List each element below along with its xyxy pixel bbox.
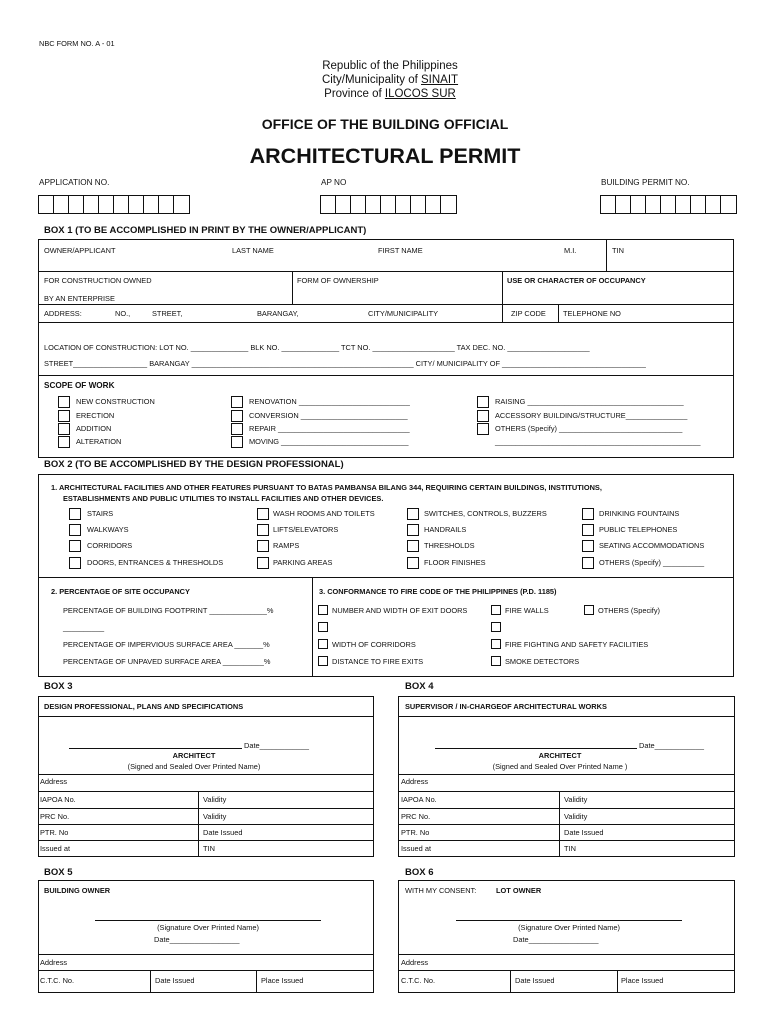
repair-checkbox[interactable] <box>231 423 243 435</box>
box4-date-issued[interactable]: Date Issued <box>564 828 604 837</box>
box6-date-issued[interactable]: Date Issued <box>515 976 555 985</box>
box6-heading: BOX 6 <box>405 867 434 878</box>
corridors-fire-checkbox[interactable] <box>318 639 328 649</box>
doors-checkbox[interactable] <box>69 557 81 569</box>
item2-heading: 2. PERCENTAGE OF SITE OCCUPANCY <box>51 587 190 596</box>
owner-applicant-label: OWNER/APPLICANT <box>44 246 116 255</box>
box5-heading: BOX 5 <box>44 867 73 878</box>
lifts-label: LIFTS/ELEVATORS <box>273 525 339 534</box>
stairs-checkbox[interactable] <box>69 508 81 520</box>
walkways-checkbox[interactable] <box>69 524 81 536</box>
location-line[interactable]: LOCATION OF CONSTRUCTION: LOT NO. ______________ BLK NO. ______________ TCT NO. ____________________ TAX DEC. NO. ____________________ <box>44 343 590 352</box>
others-scope-label: OTHERS (Specify) ______________________________ <box>495 424 683 433</box>
box4-address[interactable]: Address <box>401 777 429 786</box>
seating-checkbox[interactable] <box>582 540 594 552</box>
addition-label: ADDITION <box>76 424 112 433</box>
others-scope-blank[interactable]: __________________________________________________ <box>495 437 701 446</box>
handrails-checkbox[interactable] <box>407 524 419 536</box>
box4-ptr[interactable]: PTR. No <box>401 828 430 837</box>
telephones-checkbox[interactable] <box>582 524 594 536</box>
blank-fire-checkbox-2[interactable] <box>491 622 501 632</box>
accessory-label: ACCESSORY BUILDING/STRUCTURE_______________ <box>495 411 688 420</box>
stairs-label: STAIRS <box>87 509 114 518</box>
box3-prc[interactable]: PRC No. <box>40 812 70 821</box>
box4-tin[interactable]: TIN <box>564 844 576 853</box>
item1-line2: ESTABLISHMENTS AND PUBLIC UTILITIES TO INSTALL FACILITIES AND OTHER DEVICES. <box>63 494 384 503</box>
box6-address[interactable]: Address <box>401 958 429 967</box>
box4-signed: (Signed and Sealed Over Printed Name ) <box>492 762 628 771</box>
addition-checkbox[interactable] <box>58 423 70 435</box>
lifts-checkbox[interactable] <box>257 524 269 536</box>
floor-finishes-checkbox[interactable] <box>407 557 419 569</box>
last-name-label: LAST NAME <box>232 246 274 255</box>
renovation-checkbox[interactable] <box>231 396 243 408</box>
footprint-blank[interactable]: __________ <box>63 623 105 632</box>
province-value[interactable]: ILOCOS SUR <box>384 88 456 100</box>
first-name-label: FIRST NAME <box>378 246 423 255</box>
box4-prc[interactable]: PRC No. <box>401 812 431 821</box>
box5-ctc[interactable]: C.T.C. No. <box>40 976 75 985</box>
corridors-checkbox[interactable] <box>69 540 81 552</box>
street-line[interactable]: STREET__________________ BARANGAY ______________________________________________________ CITY/ MUNICIPALITY OF ___________________________________ <box>44 359 646 368</box>
box3-tin[interactable]: TIN <box>203 844 215 853</box>
accessory-checkbox[interactable] <box>477 410 489 422</box>
exit-doors-checkbox[interactable] <box>318 605 328 615</box>
moving-label: MOVING _______________________________ <box>249 437 409 446</box>
city-prefix: City/Municipality of <box>321 74 421 86</box>
city-municipality-label: CITY/MUNICIPALITY <box>368 309 439 318</box>
box4-heading: BOX 4 <box>405 681 434 692</box>
box5-date[interactable]: Date_________________ <box>154 935 240 944</box>
ap-no-label: AP NO <box>321 178 347 187</box>
smoke-label: SMOKE DETECTORS <box>505 657 580 666</box>
corridors-label: CORRIDORS <box>87 541 133 550</box>
alteration-checkbox[interactable] <box>58 436 70 448</box>
building-permit-no-field[interactable] <box>600 195 737 214</box>
safety-label: FIRE FIGHTING AND SAFETY FACILITIES <box>505 640 649 649</box>
repair-label: REPAIR ________________________________ <box>249 424 410 433</box>
exit-doors-label: NUMBER AND WIDTH OF EXIT DOORS <box>332 606 468 615</box>
for-construction-label: FOR CONSTRUCTION OWNED <box>44 276 152 285</box>
conversion-checkbox[interactable] <box>231 410 243 422</box>
box2-heading: BOX 2 (TO BE ACCOMPLISHED BY THE DESIGN PROFESSIONAL) <box>44 459 344 470</box>
box6-lot-owner: LOT OWNER <box>496 886 542 895</box>
box4-issued-at[interactable]: Issued at <box>401 844 431 853</box>
building-permit-no-label: BUILDING PERMIT NO. <box>601 178 690 187</box>
form-number: NBC FORM NO. A - 01 <box>39 39 115 48</box>
drinking-checkbox[interactable] <box>582 508 594 520</box>
washrooms-label: WASH ROOMS AND TOILETS <box>273 509 375 518</box>
washrooms-checkbox[interactable] <box>257 508 269 520</box>
box5-signature: (Signature Over Printed Name) <box>157 923 259 932</box>
telephone-label: TELEPHONE NO <box>563 309 621 318</box>
box3-date-issued[interactable]: Date Issued <box>203 828 243 837</box>
fire-walls-checkbox[interactable] <box>491 605 501 615</box>
box3-architect: ARCHITECT <box>172 751 216 760</box>
corridors-fire-label: WIDTH OF CORRIDORS <box>332 640 416 649</box>
impervious-field[interactable]: PERCENTAGE OF IMPERVIOUS SURFACE AREA _______% <box>63 640 270 649</box>
others-fire-checkbox[interactable] <box>584 605 594 615</box>
box3-validity2[interactable]: Validity <box>203 812 227 821</box>
address-label: ADDRESS: <box>44 309 82 318</box>
others-fire-label: OTHERS (Specify) <box>598 606 661 615</box>
box4-architect: ARCHITECT <box>538 751 582 760</box>
by-enterprise-label: BY AN ENTERPRISE <box>44 294 115 303</box>
box1-heading: BOX 1 (TO BE ACCOMPLISHED IN PRINT BY THE OWNER/APPLICANT) <box>44 225 367 236</box>
conversion-label: CONVERSION __________________________ <box>249 411 408 420</box>
footprint-field[interactable]: PERCENTAGE OF BUILDING FOOTPRINT ______________% <box>63 606 274 615</box>
box6-consent: WITH MY CONSENT: <box>405 886 477 895</box>
drinking-label: DRINKING FOUNTAINS <box>599 509 680 518</box>
box3-ptr[interactable]: PTR. No <box>40 828 69 837</box>
erection-checkbox[interactable] <box>58 410 70 422</box>
box4-subheading: SUPERVISOR / IN-CHARGEOF ARCHITECTURAL WORKS <box>405 702 607 711</box>
fire-walls-label: FIRE WALLS <box>505 606 549 615</box>
alteration-label: ALTERATION <box>76 437 122 446</box>
raising-label: RAISING ______________________________________ <box>495 397 684 406</box>
parking-label: PARKING AREAS <box>273 558 333 567</box>
doors-label: DOORS, ENTRANCES & THRESHOLDS <box>87 558 224 567</box>
box4-validity2[interactable]: Validity <box>564 812 588 821</box>
blank-fire-checkbox-1[interactable] <box>318 622 328 632</box>
others-facilities-label: OTHERS (Specify) __________ <box>599 558 705 567</box>
others-facilities-checkbox[interactable] <box>582 557 594 569</box>
province-line <box>280 88 500 100</box>
box5-address[interactable]: Address <box>40 958 68 967</box>
box6-ctc[interactable]: C.T.C. No. <box>401 976 436 985</box>
page-title: ARCHITECTURAL PERMIT <box>249 144 521 168</box>
box3-iapoa[interactable]: IAPOA No. <box>40 795 76 804</box>
form-of-ownership-label: FORM OF OWNERSHIP <box>297 276 379 285</box>
office-title: OFFICE OF THE BUILDING OFFICIAL <box>261 116 509 132</box>
province-prefix: Province of <box>324 88 385 100</box>
tin-label: TIN <box>612 246 624 255</box>
box5-place-issued[interactable]: Place Issued <box>261 976 304 985</box>
handrails-label: HANDRAILS <box>424 525 467 534</box>
ramps-label: RAMPS <box>273 541 300 550</box>
thresholds-label: THRESHOLDS <box>424 541 475 550</box>
box4-iapoa[interactable]: IAPOA No. <box>401 795 437 804</box>
distance-checkbox[interactable] <box>318 656 328 666</box>
unpaved-field[interactable]: PERCENTAGE OF UNPAVED SURFACE AREA __________% <box>63 657 271 666</box>
ap-no-field[interactable] <box>320 195 457 214</box>
box3-heading: BOX 3 <box>44 681 73 692</box>
moving-checkbox[interactable] <box>231 436 243 448</box>
application-no-label: APPLICATION NO. <box>39 178 110 187</box>
floor-finishes-label: FLOOR FINISHES <box>424 558 486 567</box>
box3-date[interactable]: Date____________ <box>244 741 309 750</box>
box5-date-issued[interactable]: Date Issued <box>155 976 195 985</box>
new-construction-label: NEW CONSTRUCTION <box>76 397 155 406</box>
box3-issued-at[interactable]: Issued at <box>40 844 70 853</box>
box4-validity1[interactable]: Validity <box>564 795 588 804</box>
box3-subheading: DESIGN PROFESSIONAL, PLANS AND SPECIFICATIONS <box>44 702 244 711</box>
switches-label: SWITCHES, CONTROLS, BUZZERS <box>424 509 547 518</box>
seating-label: SEATING ACCOMMODATIONS <box>599 541 705 550</box>
republic-line: Republic of the Philippines <box>322 60 458 72</box>
street-label: STREET, <box>152 309 183 318</box>
use-character-label: USE OR CHARACTER OF OCCUPANCY <box>507 276 646 285</box>
box6-place-issued[interactable]: Place Issued <box>621 976 664 985</box>
new-construction-checkbox[interactable] <box>58 396 70 408</box>
parking-checkbox[interactable] <box>257 557 269 569</box>
mi-label: M.I. <box>564 246 577 255</box>
no-label: NO., <box>115 309 131 318</box>
box6-signature: (Signature Over Printed Name) <box>518 923 620 932</box>
item1-line1: 1. ARCHITECTURAL FACILITIES AND OTHER FEATURES PURSUANT TO BATAS PAMBANSA BILANG 344, REQUIRING CERTAIN BUILDINGS, INSTITUTIONS, <box>51 483 602 492</box>
thresholds-checkbox[interactable] <box>407 540 419 552</box>
scope-heading: SCOPE OF WORK <box>44 381 115 390</box>
walkways-label: WALKWAYS <box>87 525 129 534</box>
box6-date[interactable]: Date_________________ <box>513 935 599 944</box>
city-value[interactable]: SINAIT <box>421 74 459 86</box>
distance-label: DISTANCE TO FIRE EXITS <box>332 657 424 666</box>
raising-checkbox[interactable] <box>477 396 489 408</box>
box3-validity1[interactable]: Validity <box>203 795 227 804</box>
telephones-label: PUBLIC TELEPHONES <box>599 525 678 534</box>
city-line <box>280 74 500 86</box>
renovation-label: RENOVATION ___________________________ <box>249 397 410 406</box>
application-no-field[interactable] <box>38 195 190 214</box>
zip-code-label: ZIP CODE <box>511 309 546 318</box>
erection-label: ERECTION <box>76 411 115 420</box>
box4-date[interactable]: Date____________ <box>639 741 704 750</box>
safety-checkbox[interactable] <box>491 639 501 649</box>
others-scope-checkbox[interactable] <box>477 423 489 435</box>
box5-subheading: BUILDING OWNER <box>44 886 111 895</box>
switches-checkbox[interactable] <box>407 508 419 520</box>
smoke-checkbox[interactable] <box>491 656 501 666</box>
box3-signed: (Signed and Sealed Over Printed Name) <box>127 762 261 771</box>
ramps-checkbox[interactable] <box>257 540 269 552</box>
item3-heading: 3. CONFORMANCE TO FIRE CODE OF THE PHILIPPINES (P.D. 1185) <box>319 587 557 596</box>
barangay-label: BARANGAY, <box>257 309 299 318</box>
box3-address[interactable]: Address <box>40 777 68 786</box>
